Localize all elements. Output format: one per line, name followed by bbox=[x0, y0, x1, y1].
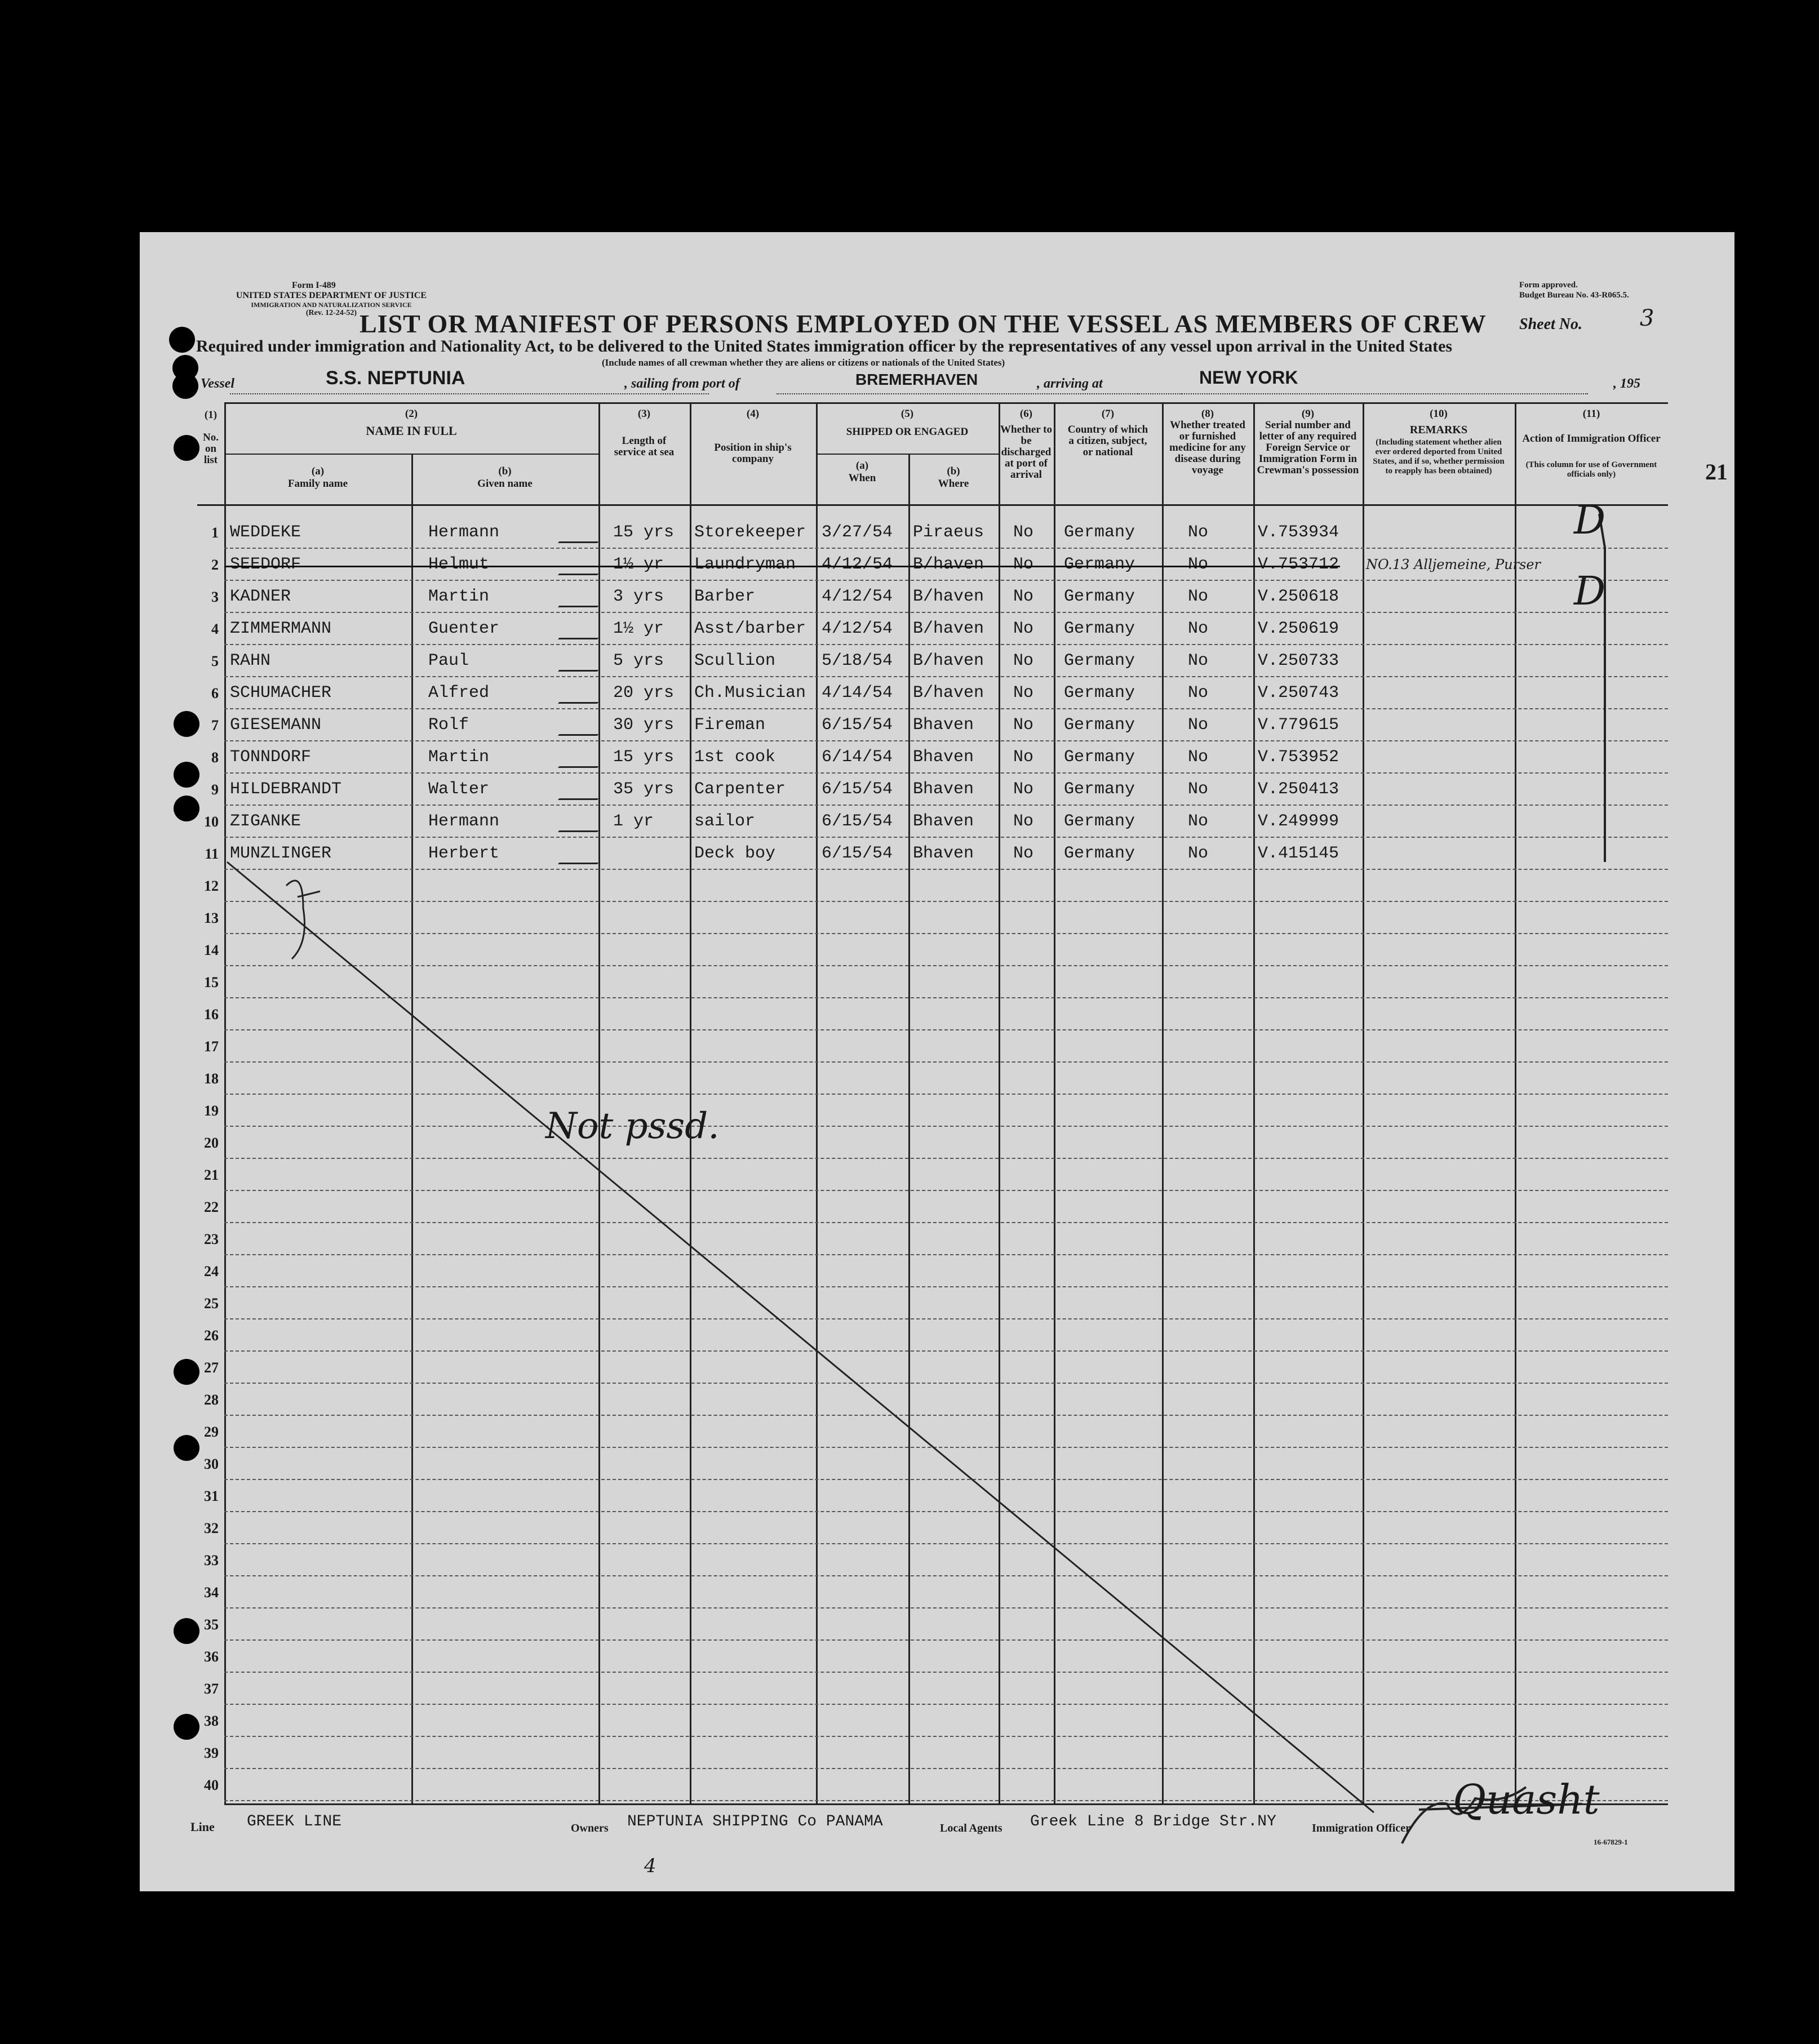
cell-country: Germany bbox=[1064, 812, 1135, 831]
cell-serial: V.753712 bbox=[1258, 555, 1339, 574]
cell-shipped-when: 5/18/54 bbox=[822, 651, 893, 670]
row-number: 1 bbox=[211, 525, 219, 541]
cell-remarks: NO.13 Alljemeine, Purser bbox=[1366, 557, 1541, 572]
cell-country: Germany bbox=[1064, 619, 1135, 638]
officer-signature: Quasht bbox=[1453, 1776, 1600, 1823]
cell-shipped-where: B/haven bbox=[913, 683, 984, 703]
cell-service: 1½ yr bbox=[613, 555, 664, 574]
cell-shipped-where: B/haven bbox=[913, 587, 984, 606]
row-number: 33 bbox=[204, 1552, 219, 1568]
row-number: 8 bbox=[211, 749, 219, 766]
form-subtitle: Required under immigration and Nationality Act, to be delivered to the United States immigration officer by the representatives of any vessel upon arrival in the United States bbox=[196, 337, 1453, 356]
diagonal-note: Not pssd. bbox=[545, 1105, 720, 1147]
side-number: 21 bbox=[1705, 459, 1728, 485]
col2a-header: Family name bbox=[287, 478, 348, 490]
cell-discharge: No bbox=[1013, 780, 1034, 799]
col11-header: Action of Immigration Officer bbox=[1522, 433, 1661, 445]
col5a-label: (a) bbox=[855, 460, 869, 472]
cell-treated: No bbox=[1188, 844, 1209, 863]
cell-given-name: Walter bbox=[428, 780, 490, 799]
manifest-sheet bbox=[140, 232, 1734, 1891]
cell-discharge: No bbox=[1013, 555, 1034, 574]
cancel-diagonal-line bbox=[227, 862, 1374, 1812]
col10-header: REMARKS bbox=[1409, 424, 1468, 436]
row-number: 17 bbox=[204, 1038, 219, 1055]
department-line-2: IMMIGRATION AND NATURALIZATION SERVICE bbox=[251, 301, 412, 309]
cell-serial: V.250733 bbox=[1258, 651, 1339, 670]
cell-treated: No bbox=[1188, 523, 1209, 542]
cell-family-name: KADNER bbox=[230, 587, 291, 606]
col7-number: (7) bbox=[1101, 408, 1115, 420]
row-number: 6 bbox=[211, 685, 219, 701]
cell-service: 1½ yr bbox=[613, 619, 664, 638]
cell-given-name: Herbert bbox=[428, 844, 500, 863]
cell-treated: No bbox=[1188, 587, 1209, 606]
cell-family-name: SEEDORF bbox=[230, 555, 301, 574]
cell-discharge: No bbox=[1013, 748, 1034, 767]
cell-shipped-where: Bhaven bbox=[913, 780, 974, 799]
cell-service: 3 yrs bbox=[613, 587, 664, 606]
row-number: 40 bbox=[204, 1777, 219, 1793]
officer-label: Immigration Officer bbox=[1312, 1822, 1410, 1834]
cell-shipped-where: Bhaven bbox=[913, 844, 974, 863]
cell-treated: No bbox=[1188, 716, 1209, 735]
initials-scribble bbox=[286, 881, 320, 959]
cell-discharge: No bbox=[1013, 523, 1034, 542]
cell-discharge: No bbox=[1013, 619, 1034, 638]
line-name: GREEK LINE bbox=[247, 1813, 342, 1830]
cell-service: 15 yrs bbox=[613, 523, 675, 542]
cell-country: Germany bbox=[1064, 555, 1135, 574]
col5a-header: When bbox=[848, 472, 876, 484]
cell-family-name: WEDDEKE bbox=[230, 523, 301, 542]
cell-position: Storekeeper bbox=[694, 523, 806, 542]
cell-service: 30 yrs bbox=[613, 716, 675, 735]
row-number: 25 bbox=[204, 1295, 219, 1312]
cell-discharge: No bbox=[1013, 812, 1034, 831]
col3-number: (3) bbox=[637, 408, 651, 420]
line-label: Line bbox=[190, 1820, 215, 1834]
cell-country: Germany bbox=[1064, 716, 1135, 735]
row-number: 29 bbox=[204, 1424, 219, 1440]
cell-given-name: Guenter bbox=[428, 619, 500, 638]
row-number: 36 bbox=[204, 1648, 219, 1665]
row-number: 9 bbox=[211, 781, 219, 798]
cell-shipped-where: Piraeus bbox=[913, 523, 984, 542]
row-number: 23 bbox=[204, 1231, 219, 1247]
cell-position: Carpenter bbox=[694, 780, 786, 799]
cell-discharge: No bbox=[1013, 587, 1034, 606]
cell-shipped-when: 6/15/54 bbox=[822, 844, 893, 863]
cell-treated: No bbox=[1188, 683, 1209, 703]
cell-shipped-when: 4/12/54 bbox=[822, 555, 893, 574]
agents-label: Local Agents bbox=[940, 1822, 1002, 1834]
row-number: 3 bbox=[211, 589, 219, 605]
cell-family-name: MUNZLINGER bbox=[230, 844, 332, 863]
port-to: NEW YORK bbox=[1199, 367, 1298, 388]
cell-country: Germany bbox=[1064, 748, 1135, 767]
col2-header: NAME IN FULL bbox=[366, 424, 457, 438]
row-number: 14 bbox=[204, 942, 219, 958]
cell-family-name: ZIGANKE bbox=[230, 812, 301, 831]
cell-position: Scullion bbox=[694, 651, 776, 670]
row-number: 37 bbox=[204, 1681, 219, 1697]
cell-family-name: GIESEMANN bbox=[230, 716, 322, 735]
cell-treated: No bbox=[1188, 555, 1209, 574]
col2b-header: Given name bbox=[477, 478, 533, 490]
cell-shipped-when: 6/15/54 bbox=[822, 812, 893, 831]
row-number: 11 bbox=[205, 846, 219, 862]
row-number: 10 bbox=[204, 814, 219, 830]
sailing-label: , sailing from port of bbox=[624, 376, 740, 391]
year-label: , 195 bbox=[1613, 376, 1640, 391]
col9-number: (9) bbox=[1301, 408, 1315, 420]
cell-position: Fireman bbox=[694, 716, 766, 735]
col10-number: (10) bbox=[1430, 408, 1448, 420]
cell-country: Germany bbox=[1064, 780, 1135, 799]
print-code: 16-67829-1 bbox=[1594, 1838, 1628, 1846]
row-number: 31 bbox=[204, 1488, 219, 1504]
cell-service: 5 yrs bbox=[613, 651, 664, 670]
col5b-label: (b) bbox=[947, 465, 960, 477]
officer-mark-d-2: D bbox=[1574, 568, 1606, 614]
approval-line-2: Budget Bureau No. 43-R065.5. bbox=[1519, 291, 1629, 300]
cell-serial: V.753934 bbox=[1258, 523, 1339, 542]
row-number: 16 bbox=[204, 1006, 219, 1023]
row-number: 22 bbox=[204, 1199, 219, 1215]
cell-country: Germany bbox=[1064, 651, 1135, 670]
row-number: 27 bbox=[204, 1359, 219, 1376]
col2-number: (2) bbox=[405, 408, 418, 420]
col9-header: Serial number and letter of any required Foreign Service or Immigration Form in Crewman's possession bbox=[1257, 419, 1359, 476]
officer-bracket-line bbox=[1599, 514, 1605, 862]
cell-treated: No bbox=[1188, 748, 1209, 767]
cell-shipped-when: 4/12/54 bbox=[822, 619, 893, 638]
cell-position: Barber bbox=[694, 587, 756, 606]
vessel-name: S.S. NEPTUNIA bbox=[326, 367, 465, 389]
col6-header: Whether to be discharged at port of arrival bbox=[1000, 424, 1052, 481]
owners-name: NEPTUNIA SHIPPING Co PANAMA bbox=[627, 1813, 883, 1830]
cell-position: sailor bbox=[694, 812, 756, 831]
cell-country: Germany bbox=[1064, 523, 1135, 542]
cell-shipped-when: 6/14/54 bbox=[822, 748, 893, 767]
cell-serial: V.753952 bbox=[1258, 748, 1339, 767]
row-number: 12 bbox=[204, 878, 219, 894]
page-note: 4 bbox=[644, 1855, 656, 1877]
vessel-label: Vessel bbox=[201, 376, 234, 391]
col5b-header: Where bbox=[938, 478, 969, 490]
port-from: BREMERHAVEN bbox=[855, 371, 978, 388]
cell-serial: V.415145 bbox=[1258, 844, 1339, 863]
cell-discharge: No bbox=[1013, 716, 1034, 735]
arriving-label: , arriving at bbox=[1037, 376, 1103, 391]
cell-service: 35 yrs bbox=[613, 780, 675, 799]
cell-shipped-when: 4/12/54 bbox=[822, 587, 893, 606]
col8-header: Whether treated or furnished medicine for any disease during voyage bbox=[1169, 419, 1246, 476]
col10-note: (Including statement whether alien ever ordered deported from United States, and if so, whether permission to reapply has been obtained) bbox=[1373, 438, 1505, 476]
col11-number: (11) bbox=[1582, 408, 1600, 420]
col5-number: (5) bbox=[900, 408, 914, 420]
officer-mark-d-1: D bbox=[1574, 497, 1606, 543]
row-number: 26 bbox=[204, 1327, 219, 1344]
col2a-label: (a) bbox=[311, 465, 325, 477]
row-number: 7 bbox=[211, 717, 219, 734]
cell-position: 1st cook bbox=[694, 748, 776, 767]
col1-header: No. on list bbox=[203, 432, 219, 466]
form-title: LIST OR MANIFEST OF PERSONS EMPLOYED ON THE VESSEL AS MEMBERS OF CREW bbox=[360, 309, 1487, 338]
cell-treated: No bbox=[1188, 651, 1209, 670]
row-number: 32 bbox=[204, 1520, 219, 1536]
agents-name: Greek Line 8 Bridge Str.NY bbox=[1030, 1813, 1276, 1830]
annotations-layer bbox=[140, 232, 1734, 1891]
cell-shipped-when: 6/15/54 bbox=[822, 780, 893, 799]
cell-position: Ch.Musician bbox=[694, 683, 806, 703]
revision-date: (Rev. 12-24-52) bbox=[305, 309, 357, 317]
cell-country: Germany bbox=[1064, 587, 1135, 606]
cell-position: Asst/barber bbox=[694, 619, 806, 638]
cell-service: 15 yrs bbox=[613, 748, 675, 767]
cell-serial: V.249999 bbox=[1258, 812, 1339, 831]
row-number: 24 bbox=[204, 1263, 219, 1279]
cell-family-name: ZIMMERMANN bbox=[230, 619, 332, 638]
row-number: 34 bbox=[204, 1584, 219, 1601]
col8-number: (8) bbox=[1201, 408, 1214, 420]
cell-shipped-where: Bhaven bbox=[913, 748, 974, 767]
cell-serial: V.250413 bbox=[1258, 780, 1339, 799]
row-number: 39 bbox=[204, 1745, 219, 1761]
cell-given-name: Martin bbox=[428, 748, 490, 767]
cell-discharge: No bbox=[1013, 651, 1034, 670]
row-number: 21 bbox=[204, 1167, 219, 1183]
row-number: 2 bbox=[211, 557, 219, 573]
cell-service: 1 yr bbox=[613, 812, 654, 831]
row-number: 30 bbox=[204, 1456, 219, 1472]
cell-shipped-where: Bhaven bbox=[913, 716, 974, 735]
row-number: 15 bbox=[204, 974, 219, 990]
cell-given-name: Hermann bbox=[428, 523, 500, 542]
col2b-label: (b) bbox=[498, 465, 512, 477]
cell-given-name: Rolf bbox=[428, 716, 469, 735]
cell-serial: V.250619 bbox=[1258, 619, 1339, 638]
sheet-number: 3 bbox=[1640, 305, 1654, 331]
cell-family-name: RAHN bbox=[230, 651, 271, 670]
col5-header: SHIPPED OR ENGAGED bbox=[846, 426, 969, 438]
cell-shipped-where: B/haven bbox=[913, 619, 984, 638]
cell-given-name: Helmut bbox=[428, 555, 490, 574]
cell-shipped-where: Bhaven bbox=[913, 812, 974, 831]
cell-treated: No bbox=[1188, 780, 1209, 799]
cell-shipped-when: 3/27/54 bbox=[822, 523, 893, 542]
cell-family-name: SCHUMACHER bbox=[230, 683, 332, 703]
row-number: 28 bbox=[204, 1392, 219, 1408]
cell-shipped-where: B/haven bbox=[913, 555, 984, 574]
col3-header: Length of service at sea bbox=[614, 435, 675, 458]
row-number: 4 bbox=[211, 621, 219, 637]
cell-shipped-when: 6/15/54 bbox=[822, 716, 893, 735]
cell-shipped-where: B/haven bbox=[913, 651, 984, 670]
col4-header: Position in ship's company bbox=[714, 442, 792, 465]
cell-serial: V.250618 bbox=[1258, 587, 1339, 606]
cell-treated: No bbox=[1188, 812, 1209, 831]
owners-label: Owners bbox=[571, 1822, 609, 1834]
col7-header: Country of which a citizen, subject, or national bbox=[1067, 424, 1148, 458]
form-note: (Include names of all crewman whether they are aliens or citizens or nationals of the United States) bbox=[602, 357, 1005, 368]
cell-treated: No bbox=[1188, 619, 1209, 638]
row-number: 35 bbox=[204, 1616, 219, 1633]
row-number: 20 bbox=[204, 1135, 219, 1151]
form-number: Form I-489 bbox=[292, 281, 336, 290]
cell-given-name: Paul bbox=[428, 651, 469, 670]
col1-number: (1) bbox=[204, 409, 218, 421]
cell-serial: V.250743 bbox=[1258, 683, 1339, 703]
cell-given-name: Martin bbox=[428, 587, 490, 606]
row-number: 5 bbox=[211, 653, 219, 669]
cell-given-name: Hermann bbox=[428, 812, 500, 831]
cell-country: Germany bbox=[1064, 844, 1135, 863]
cell-country: Germany bbox=[1064, 683, 1135, 703]
cell-family-name: TONNDORF bbox=[230, 748, 312, 767]
row-number: 13 bbox=[204, 910, 219, 926]
cell-family-name: HILDEBRANDT bbox=[230, 780, 342, 799]
row-number: 38 bbox=[204, 1713, 219, 1729]
col11-note: (This column for use of Government officials only) bbox=[1525, 460, 1657, 479]
col6-number: (6) bbox=[1019, 408, 1033, 420]
department-line-1: UNITED STATES DEPARTMENT OF JUSTICE bbox=[236, 291, 427, 300]
cell-given-name: Alfred bbox=[428, 683, 490, 703]
approval-line-1: Form approved. bbox=[1519, 281, 1578, 290]
cell-serial: V.779615 bbox=[1258, 716, 1339, 735]
cell-service: 20 yrs bbox=[613, 683, 675, 703]
col4-number: (4) bbox=[746, 408, 760, 420]
cell-discharge: No bbox=[1013, 844, 1034, 863]
sheet-label: Sheet No. bbox=[1519, 316, 1582, 333]
cell-shipped-when: 4/14/54 bbox=[822, 683, 893, 703]
row-number: 19 bbox=[204, 1103, 219, 1119]
row-number: 18 bbox=[204, 1070, 219, 1087]
cell-position: Deck boy bbox=[694, 844, 776, 863]
cell-position: Laundryman bbox=[694, 555, 796, 574]
cell-discharge: No bbox=[1013, 683, 1034, 703]
